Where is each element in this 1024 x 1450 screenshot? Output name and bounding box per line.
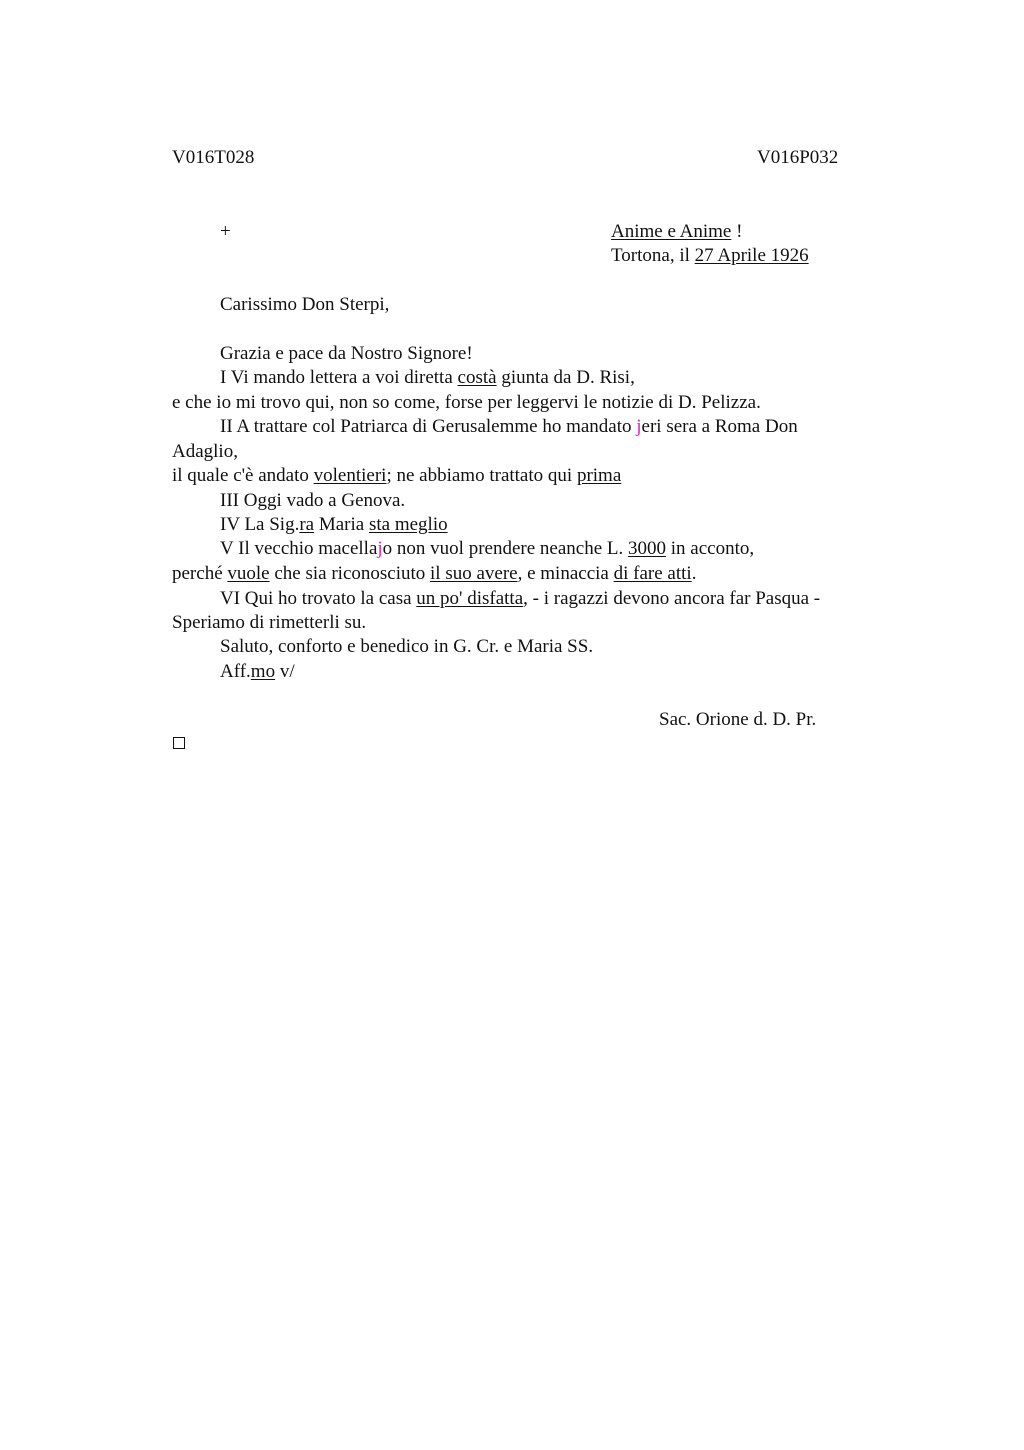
paragraph-5-line-2 [172,562,696,586]
paragraph-2-line-1 [220,415,798,439]
text-run: ; ne abbiamo trattato qui [386,465,577,486]
text-run: IV La Sig. [220,514,300,535]
underlined-word: un po' disfatta [416,588,524,609]
highlighted-letter: j [377,538,383,559]
underlined-word: 3000 [628,538,666,559]
closing-line: Saluto, conforto e benedico in G. Cr. e Maria SS. [220,636,594,657]
underlined-word: mo [250,661,276,682]
paragraph-2-line-2: Adaglio, [172,441,238,462]
text-run: o non vuol prendere neanche L. [382,538,628,559]
underlined-word: costà [457,367,497,388]
underlined-word: sta meglio [368,514,448,535]
text-run: . [691,563,697,584]
text-run: VI Qui ho trovato la casa [220,588,417,609]
paragraph-5-line-1 [220,537,754,561]
paragraph-6-line-1 [220,587,820,611]
text-run: Aff. [220,661,251,682]
text-run: che sia riconosciuto [269,563,431,584]
underlined-word: prima [576,465,622,486]
greeting: Grazia e pace da Nostro Signore! [220,343,473,364]
paragraph-1-line-2: e che io mi trovo qui, non so come, forse per leggervi le notizie di D. Pelizza. [172,392,761,413]
motto-tail: ! [731,221,743,242]
paragraph-4 [220,513,448,537]
paragraph-3: III Oggi vado a Genova. [220,490,406,511]
dateline [611,244,809,268]
underlined-word: ra [299,514,315,535]
motto [611,220,742,244]
affectionately-line [220,660,295,684]
dateline-prefix: Tortona, il [611,245,695,266]
text-run: giunta da D. Risi, [496,367,635,388]
motto-underlined: Anime e Anime [611,221,732,242]
header-right-code: V016P032 [757,147,839,168]
text-run: I Vi mando lettera a voi diretta [220,367,458,388]
underlined-word: il suo avere [430,563,518,584]
text-run: v/ [275,661,295,682]
text-run: Maria [314,514,369,535]
text-run: , - i ragazzi devono ancora far Pasqua - [523,588,821,609]
text-run: il quale c'è andato [172,465,314,486]
underlined-word: vuole [227,563,270,584]
paragraph-1-line-1 [220,366,635,390]
header-left-code: V016T028 [172,147,255,168]
underlined-word: volentieri [313,465,387,486]
paragraph-2-line-3 [172,464,621,488]
paragraph-6-line-2: Speriamo di rimetterli su. [172,612,367,633]
text-run: eri sera a Roma Don [641,416,798,437]
dateline-date: 27 Aprile 1926 [694,245,809,266]
signature: Sac. Orione d. D. Pr. [659,709,817,730]
text-run: in acconto, [666,538,755,559]
end-of-document-box-icon [173,737,185,749]
salutation: Carissimo Don Sterpi, [220,294,390,315]
text-run: V Il vecchio macella [220,538,378,559]
underlined-word: di fare atti [613,563,692,584]
text-run: , e minaccia [517,563,614,584]
cross-mark: + [220,221,231,242]
text-run: II A trattare col Patriarca di Gerusalemme ho mandato [220,416,637,437]
text-run: perché [172,563,228,584]
highlighted-letter: j [636,416,642,437]
